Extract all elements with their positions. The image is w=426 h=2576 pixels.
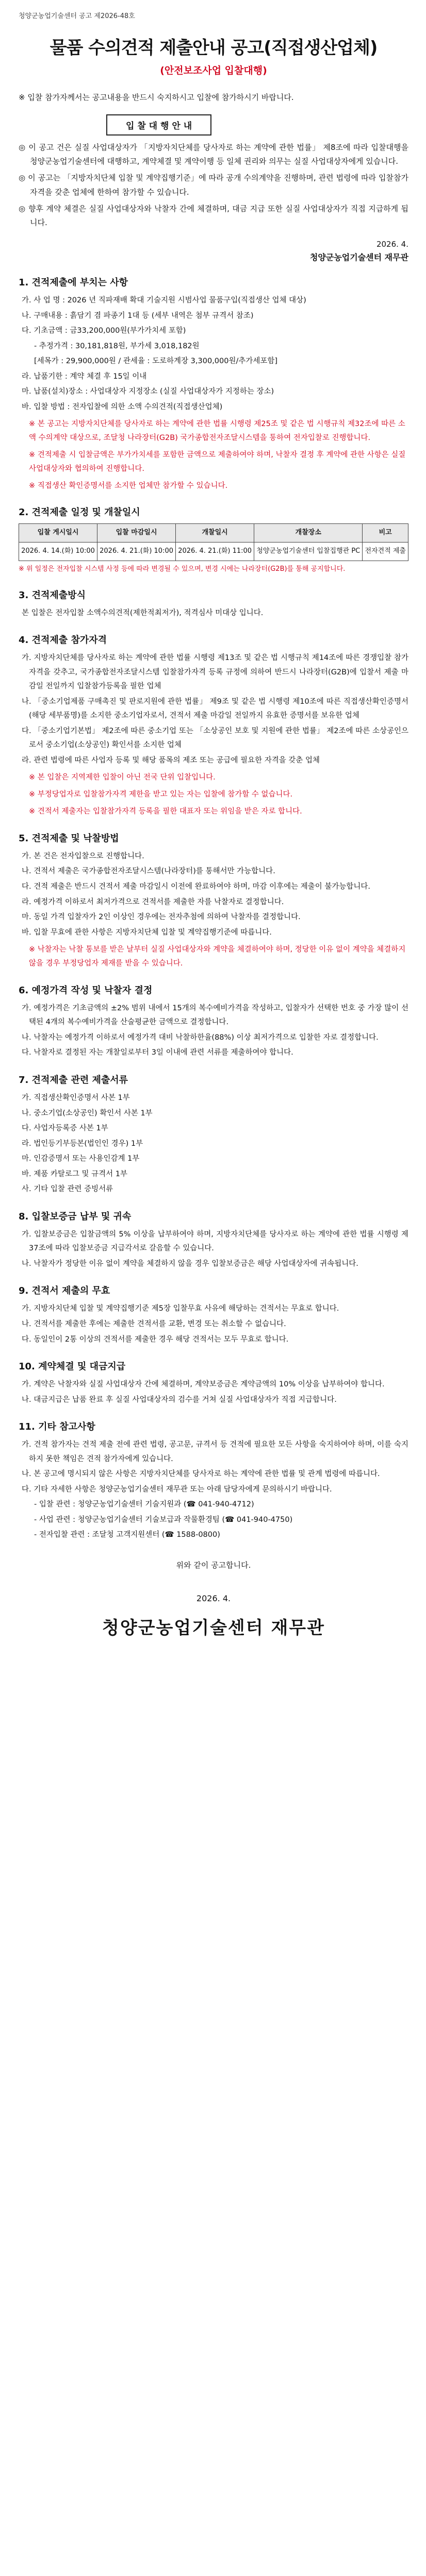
section-10-item: 가. 계약은 낙찰자와 실질 사업대상자 간에 체결하며, 계약보증금은 계약금액의 10% 이상을 납부하여야 합니다.	[22, 1380, 385, 1389]
section-5-note: ※ 낙찰자는 낙찰 통보를 받은 날부터 실질 사업대상자와 계약을 체결하여야 하며, 정당한 이유 없이 계약을 체결하지 않을 경우 부정당업자 제재를 받을 수 있습니다.	[29, 945, 406, 968]
section-7-item: 나. 중소기업(소상공인) 확인서 사본 1부	[22, 1109, 153, 1117]
section-8-heading: 8. 입찰보증금 납부 및 귀속	[19, 1211, 132, 1222]
section-11-item: 가. 견적 참가자는 견적 제출 전에 관련 법령, 공고문, 규격서 등 견적에 필요한 모든 사항을 숙지하여야 하며, 이를 숙지하지 못한 책임은 견적 참가자에게 있습니다.	[22, 1440, 409, 1463]
section-1-note: ※ 본 공고는 지방자치단체를 당사자로 하는 계약에 관한 법률 시행령 제25조 및 같은 법 시행규칙 제32조에 따른 소액 수의계약 대상으로, 조달청 나라장터(G2B) 국가종합전자조달시스템을 통하여 전자입찰로 진행합니다.	[29, 420, 405, 443]
section-11-heading: 11. 기타 참고사항	[19, 1421, 95, 1433]
table-header-cell: 개찰일시	[176, 524, 254, 543]
table-cell: 2026. 4. 21.(화) 11:00	[176, 543, 254, 561]
table-cell: 2026. 4. 21.(화) 10:00	[97, 543, 176, 561]
section-2-heading: 2. 견적제출 일정 및 개찰일시	[19, 507, 140, 518]
section-1-note: ※ 견적제출 시 입찰금액은 부가가치세를 포함한 금액으로 제출하여야 하며, 낙찰자 결정 후 계약에 관한 사항은 실질 사업대상자와 협의하여 진행합니다.	[29, 451, 406, 473]
section-8-item: 나. 낙찰자가 정당한 이유 없이 계약을 체결하지 않을 경우 입찰보증금은 해당 사업대상자에 귀속됩니다.	[22, 1259, 358, 1268]
section-5-item: 나. 견적서 제출은 국가종합전자조달시스템(나라장터)를 통해서만 가능합니다.	[22, 867, 275, 876]
section-1-item: [세목가 : 29,900,000원 / 관세율 : 도로하계장 3,300,000원/추가세포함]	[34, 357, 278, 366]
section-11-item: 나. 본 공고에 명시되지 않은 사항은 지방자치단체를 당사자로 하는 계약에 관한 법률 및 관계 법령에 따릅니다.	[22, 1470, 380, 1479]
announce-agency: 청양군농업기술센터 재무관	[309, 252, 408, 262]
section-9-heading: 9. 견적서 제출의 무효	[19, 1285, 110, 1297]
section-7-item: 바. 제품 카탈로그 및 규격서 1부	[22, 1170, 127, 1178]
page-subtitle: (안전보조사업 입찰대행)	[160, 65, 267, 76]
schedule-note: ※ 위 일정은 전자입찰 시스템 사정 등에 따라 변경될 수 있으며, 변경 시에는 나라장터(G2B)를 통해 공지합니다.	[19, 565, 346, 573]
section-4-item: 가. 지방자치단체를 당사자로 하는 계약에 관한 법률 시행령 제13조 및 같은 법 시행규칙 제14조에 따른 경쟁입찰 참가자격을 갖추고, 국가종합전자조달시스템 입찰참가자격 등록 규정에 의하여 반드시 나라장터(G2B)에 입찰서 제출 마감일 전일까지 입찰참가등록을 필한 업체	[22, 654, 408, 691]
schedule-header-row	[19, 524, 408, 543]
announce-date: 2026. 4.	[376, 240, 408, 249]
section-7-item: 가. 직접생산확인증명서 사본 1부	[22, 1093, 130, 1102]
schedule-table	[19, 523, 408, 561]
section-10-heading: 10. 계약체결 및 대금지급	[19, 1361, 126, 1372]
intro-bullet: ◎ 이 공고 건은 실질 사업대상자가 「지방자치단체를 당사자로 하는 계약에 관한 법률」 제8조에 따라 입찰대행을 청양군농업기술센터에 대행하고, 계약체결 및 계약이행 등 일체 권리와 의무는 실질 사업대상자에게 있습니다.	[19, 142, 408, 166]
section-6-heading: 6. 예정가격 작성 및 낙찰자 결정	[19, 985, 153, 996]
section-1-item: 라. 납품기한 : 계약 체결 후 15일 이내	[22, 372, 147, 381]
closing-line: 위와 같이 공고합니다.	[176, 1561, 251, 1570]
table-cell: 전자견적 제출	[363, 543, 408, 561]
section-8-item: 가. 입찰보증금은 입찰금액의 5% 이상을 납부하여야 하며, 지방자치단체를 당사자로 하는 계약에 관한 법률 시행령 제37조에 따라 입찰보증금 지급각서로 갈음할 수 있습니다.	[22, 1230, 408, 1253]
closing-date: 2026. 4.	[196, 1593, 231, 1603]
section-1-item: - 추정가격 : 30,181,818원, 부가세 3,018,182원	[34, 342, 200, 350]
section-6-item: 나. 낙찰자는 예정가격 이하로서 예정가격 대비 낙찰하한율(88%) 이상 최저가격으로 입찰한 자로 결정합니다.	[22, 1033, 379, 1042]
section-7-item: 사. 기타 입찰 관련 증빙서류	[22, 1185, 113, 1194]
contact-line: - 입찰 관련 : 청양군농업기술센터 기술지원과 (☎ 041-940-4712)	[34, 1500, 254, 1509]
table-cell: 청양군농업기술센터 입찰집행관 PC	[254, 543, 363, 561]
table-cell: 2026. 4. 14.(화) 10:00	[19, 543, 97, 561]
section-4-note: ※ 본 입찰은 지역제한 입찰이 아닌 전국 단위 입찰입니다.	[29, 773, 216, 782]
section-1-item: 바. 입찰 방법 : 전자입찰에 의한 소액 수의견적(직접생산업체)	[22, 402, 223, 411]
section-9-item: 가. 지방자치단체 입찰 및 계약집행기준 제5장 입찰무효 사유에 해당하는 견적서는 무효로 합니다.	[22, 1304, 339, 1313]
section-10-item: 나. 대금지급은 납품 완료 후 실질 사업대상자의 검수를 거쳐 실질 사업대상자가 직접 지급합니다.	[22, 1395, 337, 1404]
section-5-item: 바. 입찰 무효에 관한 사항은 지방자치단체 입찰 및 계약집행기준에 따릅니다.	[22, 928, 272, 937]
section-1-item: 가. 사 업 명 : 2026 년 직파재배 확대 기술지원 시범사업 물품구입(직접생산 업체 대상)	[22, 296, 306, 304]
section-7-item: 마. 인감증명서 또는 사용인감계 1부	[22, 1155, 140, 1163]
table-header-cell: 입찰 마감일시	[97, 524, 176, 543]
section-9-item: 다. 동일인이 2통 이상의 견적서를 제출한 경우 해당 견적서는 모두 무효로 합니다.	[22, 1335, 289, 1344]
intro-bullet: ◎ 향후 계약 체결은 실질 사업대상자와 낙찰자 간에 체결하며, 대금 지급 또한 실질 사업대상자가 직접 지급하게 됩니다.	[19, 204, 408, 228]
section-1-item: 나. 구매내용 : 흙담기 겸 파종기 1대 등 (세부 내역은 첨부 규격서 참조)	[22, 311, 254, 320]
section-3-text: 본 입찰은 전자입찰 소액수의견적(제한적최저가), 적격심사 미대상 입니다.	[22, 608, 264, 617]
section-4-item: 나. 「중소기업제품 구매촉진 및 판로지원에 관한 법률」 제9조 및 같은 법 시행령 제10조에 따른 직접생산확인증명서(해당 세부품명)를 소지한 중소기업자로서, 견적서 제출 마감일 전일까지 유효한 증명서를 보유한 업체	[22, 697, 408, 720]
section-4-heading: 4. 견적제출 참가자격	[19, 635, 107, 646]
bid-agency-label: 입 찰 대 행 안 내	[106, 114, 211, 135]
section-4-item: 다. 「중소기업기본법」 제2조에 따른 중소기업 또는 「소상공인 보호 및 지원에 관한 법률」 제2조에 따른 소상공인으로서 중소기업(소상공인) 확인서를 소지한 업체	[22, 726, 408, 750]
section-7-item: 다. 사업자등록증 사본 1부	[22, 1124, 108, 1133]
section-5-item: 다. 견적 제출은 반드시 견적서 제출 마감일시 이전에 완료하여야 하며, 마감 이후에는 제출이 불가능합니다.	[22, 882, 371, 891]
table-header-cell: 입찰 게시일시	[19, 524, 97, 543]
table-header-cell: 비고	[363, 524, 408, 543]
section-7-heading: 7. 견적제출 관련 제출서류	[19, 1074, 128, 1086]
section-4-note: ※ 견적서 제출자는 입찰참가자격 등록을 필한 대표자 또는 위임을 받은 자로 합니다.	[29, 807, 302, 816]
section-6-item: 다. 낙찰자로 결정된 자는 개찰일로부터 3일 이내에 관련 서류를 제출하여야 합니다.	[22, 1048, 293, 1057]
section-5-heading: 5. 견적제출 및 낙찰방법	[19, 833, 119, 844]
contact-line: - 전자입찰 관련 : 조달청 고객지원센터 (☎ 1588-0800)	[34, 1531, 220, 1539]
section-5-item: 마. 동일 가격 입찰자가 2인 이상인 경우에는 전자추첨에 의하여 낙찰자를 결정합니다.	[22, 913, 301, 922]
section-6-item: 가. 예정가격은 기초금액의 ±2% 범위 내에서 15개의 복수예비가격을 작성하고, 입찰자가 선택한 번호 중 가장 많이 선택된 4개의 복수예비가격을 산술평균한 금액으로 결정합니다.	[22, 1004, 408, 1027]
section-4-note: ※ 부정당업자로 입찰참가자격 제한을 받고 있는 자는 입찰에 참가할 수 없습니다.	[29, 790, 293, 799]
section-1-item: 다. 기초금액 : 금33,200,000원(부가가치세 포함)	[22, 327, 186, 335]
table-row	[19, 543, 408, 561]
intro-bullet: ◎ 이 공고는 「지방자치단체 입찰 및 계약집행기준」에 따라 공개 수의계약을 진행하며, 관련 법령에 따라 입찰참가자격을 갖춘 업체에 한하여 참가할 수 있습니다.	[19, 173, 408, 197]
section-4-item: 라. 관련 법령에 따른 사업자 등록 및 해당 품목의 제조 또는 공급에 필요한 자격을 갖춘 업체	[22, 756, 320, 765]
section-3-heading: 3. 견적제출방식	[19, 589, 86, 601]
contact-line: - 사업 관련 : 청양군농업기술센터 기술보급과 작물환경팀 (☎ 041-940-4750)	[34, 1515, 293, 1524]
closing-org: 청양군농업기술센터 재무관	[102, 1617, 325, 1638]
section-5-item: 라. 예정가격 이하로서 최저가격으로 견적서를 제출한 자를 낙찰자로 결정합니다.	[22, 897, 284, 906]
table-header-cell: 개찰장소	[254, 524, 363, 543]
intro-note: ※ 입찰 참가자께서는 공고내용을 반드시 숙지하시고 입찰에 참가하시기 바랍니다.	[19, 93, 294, 102]
section-11-item: 다. 기타 자세한 사항은 청양군농업기술센터 재무관 또는 아래 담당자에게 문의하시기 바랍니다.	[22, 1485, 332, 1494]
section-9-item: 나. 견적서를 제출한 후에는 제출한 견적서를 교환, 변경 또는 취소할 수 없습니다.	[22, 1319, 286, 1328]
section-1-item: 마. 납품(설치)장소 : 사업대상자 지정장소 (실질 사업대상자가 지정하는 장소)	[22, 387, 274, 396]
section-5-item: 가. 본 건은 전자입찰으로 진행합니다.	[22, 852, 144, 860]
section-1-note: ※ 직접생산 확인증명서를 소지한 업체만 참가할 수 있습니다.	[29, 481, 228, 490]
page-title: 물품 수의견적 제출안내 공고(직접생산업체)	[50, 38, 378, 58]
section-1-heading: 1. 견적제출에 부치는 사항	[19, 277, 128, 288]
notice-number: 청양군농업기술센터 공고 제2026-48호	[19, 12, 135, 20]
section-7-item: 라. 법인등기부등본(법인인 경우) 1부	[22, 1139, 143, 1148]
